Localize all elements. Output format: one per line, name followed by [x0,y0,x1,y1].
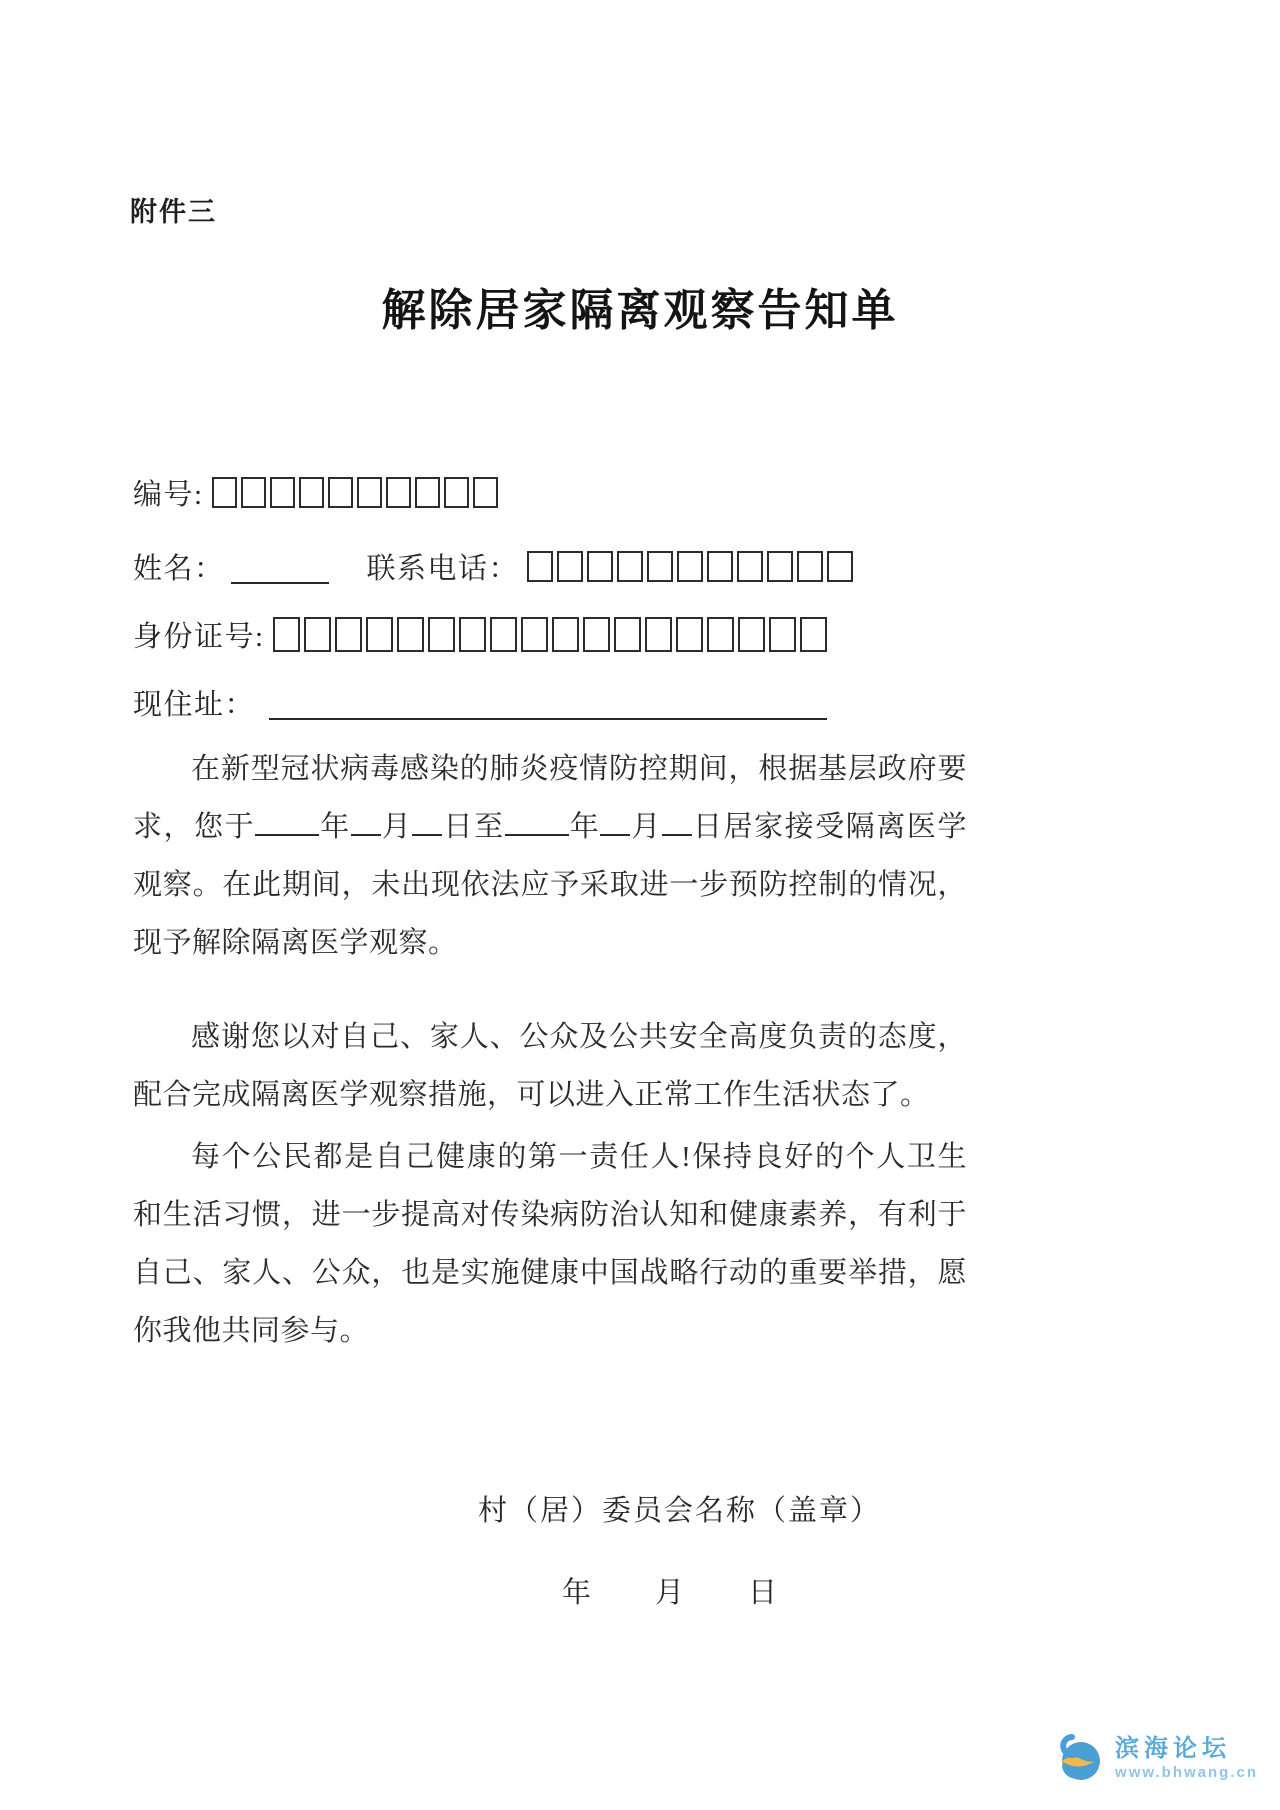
body-text: 在新型冠状病毒感染的肺炎疫情防控期间，根据基层政府要求，您于 [133,753,967,843]
body-text: 感谢您以对自己、家人、公众及公共安全高度负责的态度，配合完成隔离医学观察措施，可以进入正常工作生活状态了。 [133,1021,967,1111]
address-blank-line [269,686,827,720]
blank-digit-box [273,617,300,652]
id-number-boxes [273,617,827,652]
body-text: 日居家接受隔离医学观察。在此期间，未出现依法应予采取进一步预防控制的情况，现予解除隔离医学观察。 [133,811,967,959]
body-text: 月 [630,811,662,843]
blank-digit-box [521,617,548,652]
attachment-label: 附件三 [130,197,217,227]
blank-digit-box [415,477,440,508]
wave-logo-icon [1051,1729,1105,1788]
fill-in-blank [255,807,319,836]
fill-in-blank [351,807,381,836]
blank-digit-box [366,617,393,652]
blank-digit-box [357,477,382,508]
blank-digit-box [767,551,793,582]
serial-number-label: 编号: [133,479,204,511]
blank-digit-box [335,617,362,652]
body-paragraph-1 [133,740,967,972]
blank-digit-box [797,551,823,582]
blank-digit-box [738,617,765,652]
blank-digit-box [241,477,266,508]
watermark [1051,1729,1258,1788]
committee-signature-line: 村（居）委员会名称（盖章） [478,1495,882,1527]
name-blank-line [231,550,329,584]
address-label: 现住址： [133,689,256,721]
blank-digit-box [428,617,455,652]
blank-digit-box [473,477,498,508]
body-text: 每个公民都是自己健康的第一责任人!保持良好的个人卫生和生活习惯，进一步提高对传染病防治认知和健康素养，有利于自己、家人、公众，也是实施健康中国战略行动的重要举措，愿你我他共同参与。 [133,1141,967,1347]
blank-digit-box [490,617,517,652]
blank-digit-box [647,551,673,582]
body-text: 年 [568,811,601,843]
phone-number-boxes [527,551,853,582]
blank-digit-box [614,617,641,652]
blank-digit-box [557,551,583,582]
body-text: 日至 [442,811,505,843]
body-paragraph-2 [133,1008,967,1124]
blank-digit-box [527,551,553,582]
blank-digit-box [328,477,353,508]
fill-in-blank [600,807,630,836]
blank-digit-box [552,617,579,652]
blank-digit-box [827,551,853,582]
fill-in-blank [505,807,569,836]
blank-digit-box [212,477,237,508]
document-title: 解除居家隔离观察告知单 [381,286,899,335]
address-row [133,682,827,723]
blank-digit-box [444,477,469,508]
body-text: 月 [380,811,413,843]
blank-digit-box [386,477,411,508]
id-number-label: 身份证号: [133,621,265,653]
fill-in-blank [662,807,692,836]
blank-digit-box [707,617,734,652]
blank-digit-box [676,617,703,652]
watermark-site-name: 滨海论坛 [1115,1734,1232,1762]
fill-in-blank [412,807,442,836]
blank-digit-box [769,617,796,652]
name-label: 姓名： [133,553,225,585]
id-number-row [133,614,827,655]
blank-digit-box [304,617,331,652]
blank-digit-box [397,617,424,652]
serial-number-boxes [212,477,498,508]
blank-digit-box [583,617,610,652]
blank-digit-box [270,477,295,508]
blank-digit-box [299,477,324,508]
body-paragraph-3 [133,1128,967,1360]
blank-digit-box [677,551,703,582]
name-phone-row [133,546,853,587]
blank-digit-box [800,617,827,652]
blank-digit-box [707,551,733,582]
serial-number-row [133,472,498,513]
blank-digit-box [617,551,643,582]
watermark-site-url: www.bhwang.cn [1115,1763,1258,1781]
phone-label: 联系电话： [366,553,520,585]
body-text: 年 [319,811,351,843]
blank-digit-box [645,617,672,652]
blank-digit-box [737,551,763,582]
blank-digit-box [459,617,486,652]
blank-digit-box [587,551,613,582]
date-signature-line: 年 月 日 [562,1577,780,1609]
